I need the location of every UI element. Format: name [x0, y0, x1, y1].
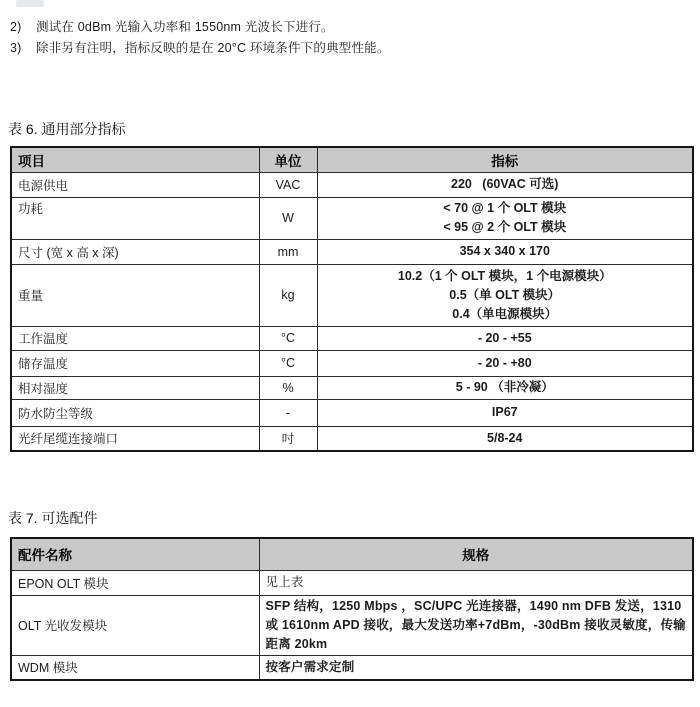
cell-item: 电源供电: [11, 172, 259, 197]
table-row: [11, 172, 693, 197]
cell-item: 防水防尘等级: [11, 399, 259, 426]
note-text: 除非另有注明，指标反映的是在 20°C 环境条件下的典型性能。: [36, 41, 390, 55]
cell-accessory-name: EPON OLT 模块: [11, 570, 259, 595]
note-2: [10, 20, 334, 35]
cell-value: - 20 - +80: [317, 350, 693, 376]
table-row: [11, 655, 693, 680]
table-row: [11, 197, 693, 239]
cell-specification: 见上表: [259, 570, 693, 595]
table-row: [11, 350, 693, 376]
table-row: [11, 326, 693, 350]
table-row: [11, 595, 693, 655]
table-row: [11, 376, 693, 399]
header-specification: 规格: [259, 538, 693, 570]
note-number: 3): [10, 41, 22, 55]
cell-item: 工作温度: [11, 326, 259, 350]
table-header-row: [11, 147, 693, 172]
table-6-title: 表 6. 通用部分指标: [8, 121, 126, 137]
header-accessory-name: 配件名称: [11, 538, 259, 570]
cell-unit: °C: [259, 326, 317, 350]
cell-unit: VAC: [259, 172, 317, 197]
cell-value: < 70 @ 1 个 OLT 模块 < 95 @ 2 个 OLT 模块: [317, 197, 693, 239]
cell-unit: %: [259, 376, 317, 399]
table-row: [11, 264, 693, 326]
header-item: 项目: [11, 147, 259, 172]
cell-unit: -: [259, 399, 317, 426]
header-unit: 单位: [259, 147, 317, 172]
table-6-general-specs: [10, 146, 694, 452]
cell-accessory-name: WDM 模块: [11, 655, 259, 680]
table-header-row: [11, 538, 693, 570]
cell-unit: W: [259, 197, 317, 239]
cell-value: 5 - 90 （非冷凝）: [317, 376, 693, 399]
note-text: 测试在 0dBm 光输入功率和 1550nm 光波长下进行。: [36, 20, 334, 34]
page-edge-artifact: [16, 0, 44, 7]
cell-item: 功耗: [11, 197, 259, 239]
cell-unit: °C: [259, 350, 317, 376]
cell-item: 光纤尾缆连接端口: [11, 426, 259, 451]
header-spec: 指标: [317, 147, 693, 172]
table-row: [11, 426, 693, 451]
cell-unit: mm: [259, 239, 317, 264]
table-row: [11, 399, 693, 426]
table-row: [11, 239, 693, 264]
cell-value: - 20 - +55: [317, 326, 693, 350]
table-7-optional-accessories: [10, 537, 694, 681]
note-number: 2): [10, 20, 22, 34]
cell-specification: 按客户需求定制: [259, 655, 693, 680]
cell-value: IP67: [317, 399, 693, 426]
note-3: [10, 41, 390, 56]
cell-item: 相对湿度: [11, 376, 259, 399]
cell-specification: SFP 结构，1250 Mbps ，SC/UPC 光连接器，1490 nm DFB 发送，1310 或 1610nm APD 接收，最大发送功率+7dBm，-30dBm 接收灵敏度，传输距离 20km: [259, 595, 693, 655]
cell-item: 重量: [11, 264, 259, 326]
cell-unit: 吋: [259, 426, 317, 451]
cell-accessory-name: OLT 光收发模块: [11, 595, 259, 655]
cell-value: 5/8-24: [317, 426, 693, 451]
cell-unit: kg: [259, 264, 317, 326]
cell-item: 尺寸 (宽 x 高 x 深): [11, 239, 259, 264]
cell-item: 储存温度: [11, 350, 259, 376]
cell-value: 10.2（1 个 OLT 模块，1 个电源模块） 0.5（单 OLT 模块） 0.4（单电源模块）: [317, 264, 693, 326]
table-7-title: 表 7. 可选配件: [8, 510, 98, 526]
cell-value: 220 (60VAC 可选): [317, 172, 693, 197]
cell-value: 354 x 340 x 170: [317, 239, 693, 264]
table-row: [11, 570, 693, 595]
